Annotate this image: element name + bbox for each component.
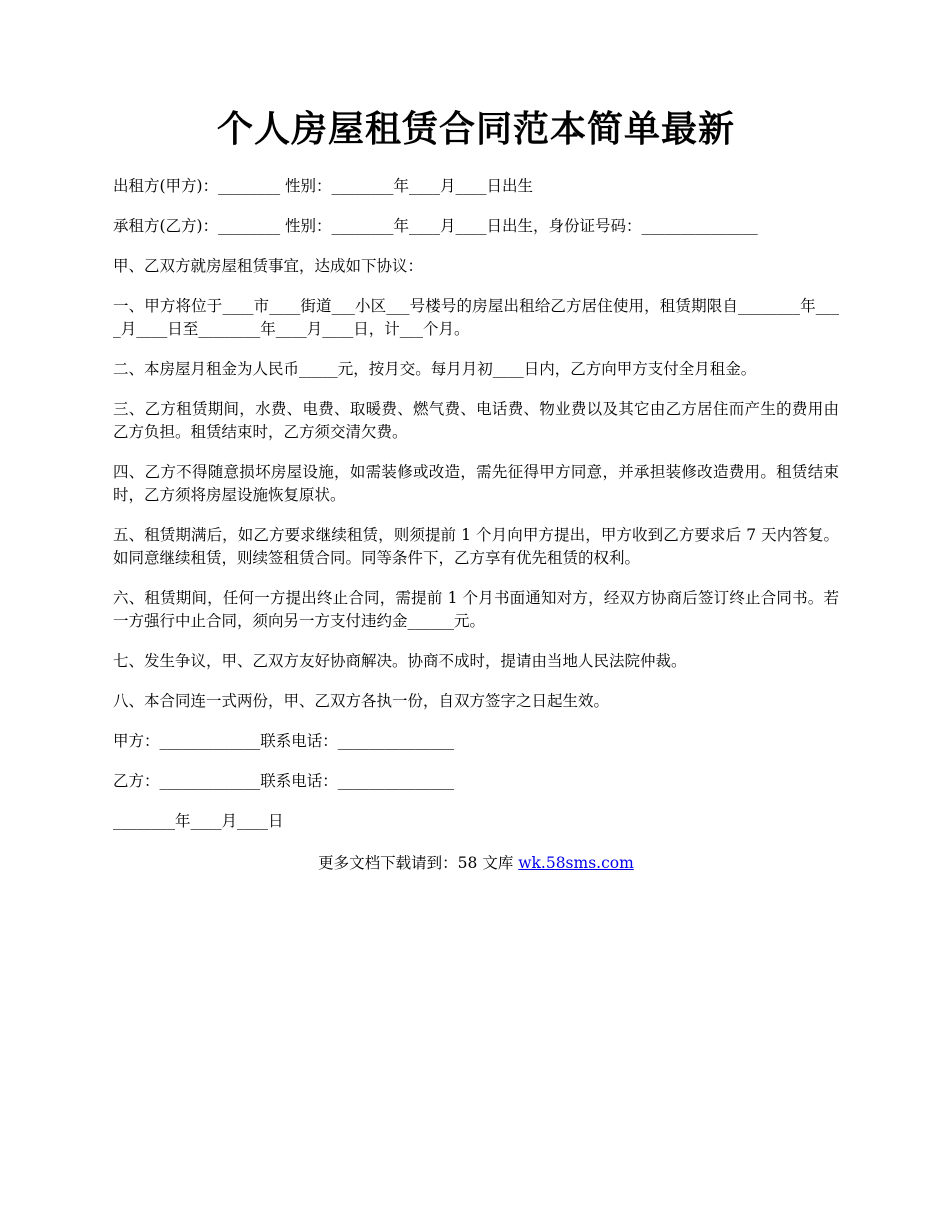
lessor-info: 出租方(甲方)：________ 性别：________年____月____日出生 (113, 177, 534, 196)
agreement-intro: 甲、乙双方就房屋租赁事宜，达成如下协议： (113, 257, 424, 276)
clause-5: 五、租赁期满后，如乙方要求继续租赁，则须提前 1 个月向甲方提出，甲方收到乙方要求后 7 天内答复。如同意继续租赁，则续签租赁合同。同等条件下，乙方享有优先租赁的权利。 (113, 526, 839, 568)
footer-link[interactable]: wk.58sms.com (518, 854, 634, 873)
clause-1: 一、甲方将位于____市____街道___小区___号楼号的房屋出租给乙方居住使用，租赁期限自________年____月____日至________年____月____日，计___个月。 (113, 297, 839, 339)
clause-6: 六、租赁期间，任何一方提出终止合同，需提前 1 个月书面通知对方，经双方协商后签订终止合同书。若一方强行中止合同，须向另一方支付违约金______元。 (113, 589, 839, 631)
clause-4: 四、乙方不得随意损坏房屋设施，如需装修或改造，需先征得甲方同意，并承担装修改造费用。租赁结束时，乙方须将房屋设施恢复原状。 (113, 463, 839, 505)
lessee-info: 承租方(乙方)：________ 性别：________年____月____日出生，身份证号码：_______________ (113, 217, 758, 236)
clause-8: 八、本合同连一式两份，甲、乙双方各执一份，自双方签字之日起生效。 (113, 692, 610, 711)
party-a-signature: 甲方：_____________联系电话：_______________ (113, 732, 455, 751)
signing-date: ________年____月____日 (113, 812, 284, 831)
clause-7: 七、发生争议，甲、乙双方友好协商解决。协商不成时，提请由当地人民法院仲裁。 (113, 652, 687, 671)
clause-2: 二、本房屋月租金为人民币_____元，按月交。每月月初____日内，乙方向甲方支付全月租金。 (113, 360, 757, 379)
document-title: 个人房屋租赁合同范本简单最新 (216, 108, 735, 150)
clause-3: 三、乙方租赁期间，水费、电费、取暖费、燃气费、电话费、物业费以及其它由乙方居住而产生的费用由乙方负担。租赁结束时，乙方须交清欠费。 (113, 400, 839, 442)
document-page (113, 108, 839, 873)
download-footer (113, 851, 839, 873)
party-b-signature: 乙方：_____________联系电话：_______________ (113, 772, 455, 791)
footer-text: 更多文档下载请到：58 文库 (318, 854, 519, 873)
